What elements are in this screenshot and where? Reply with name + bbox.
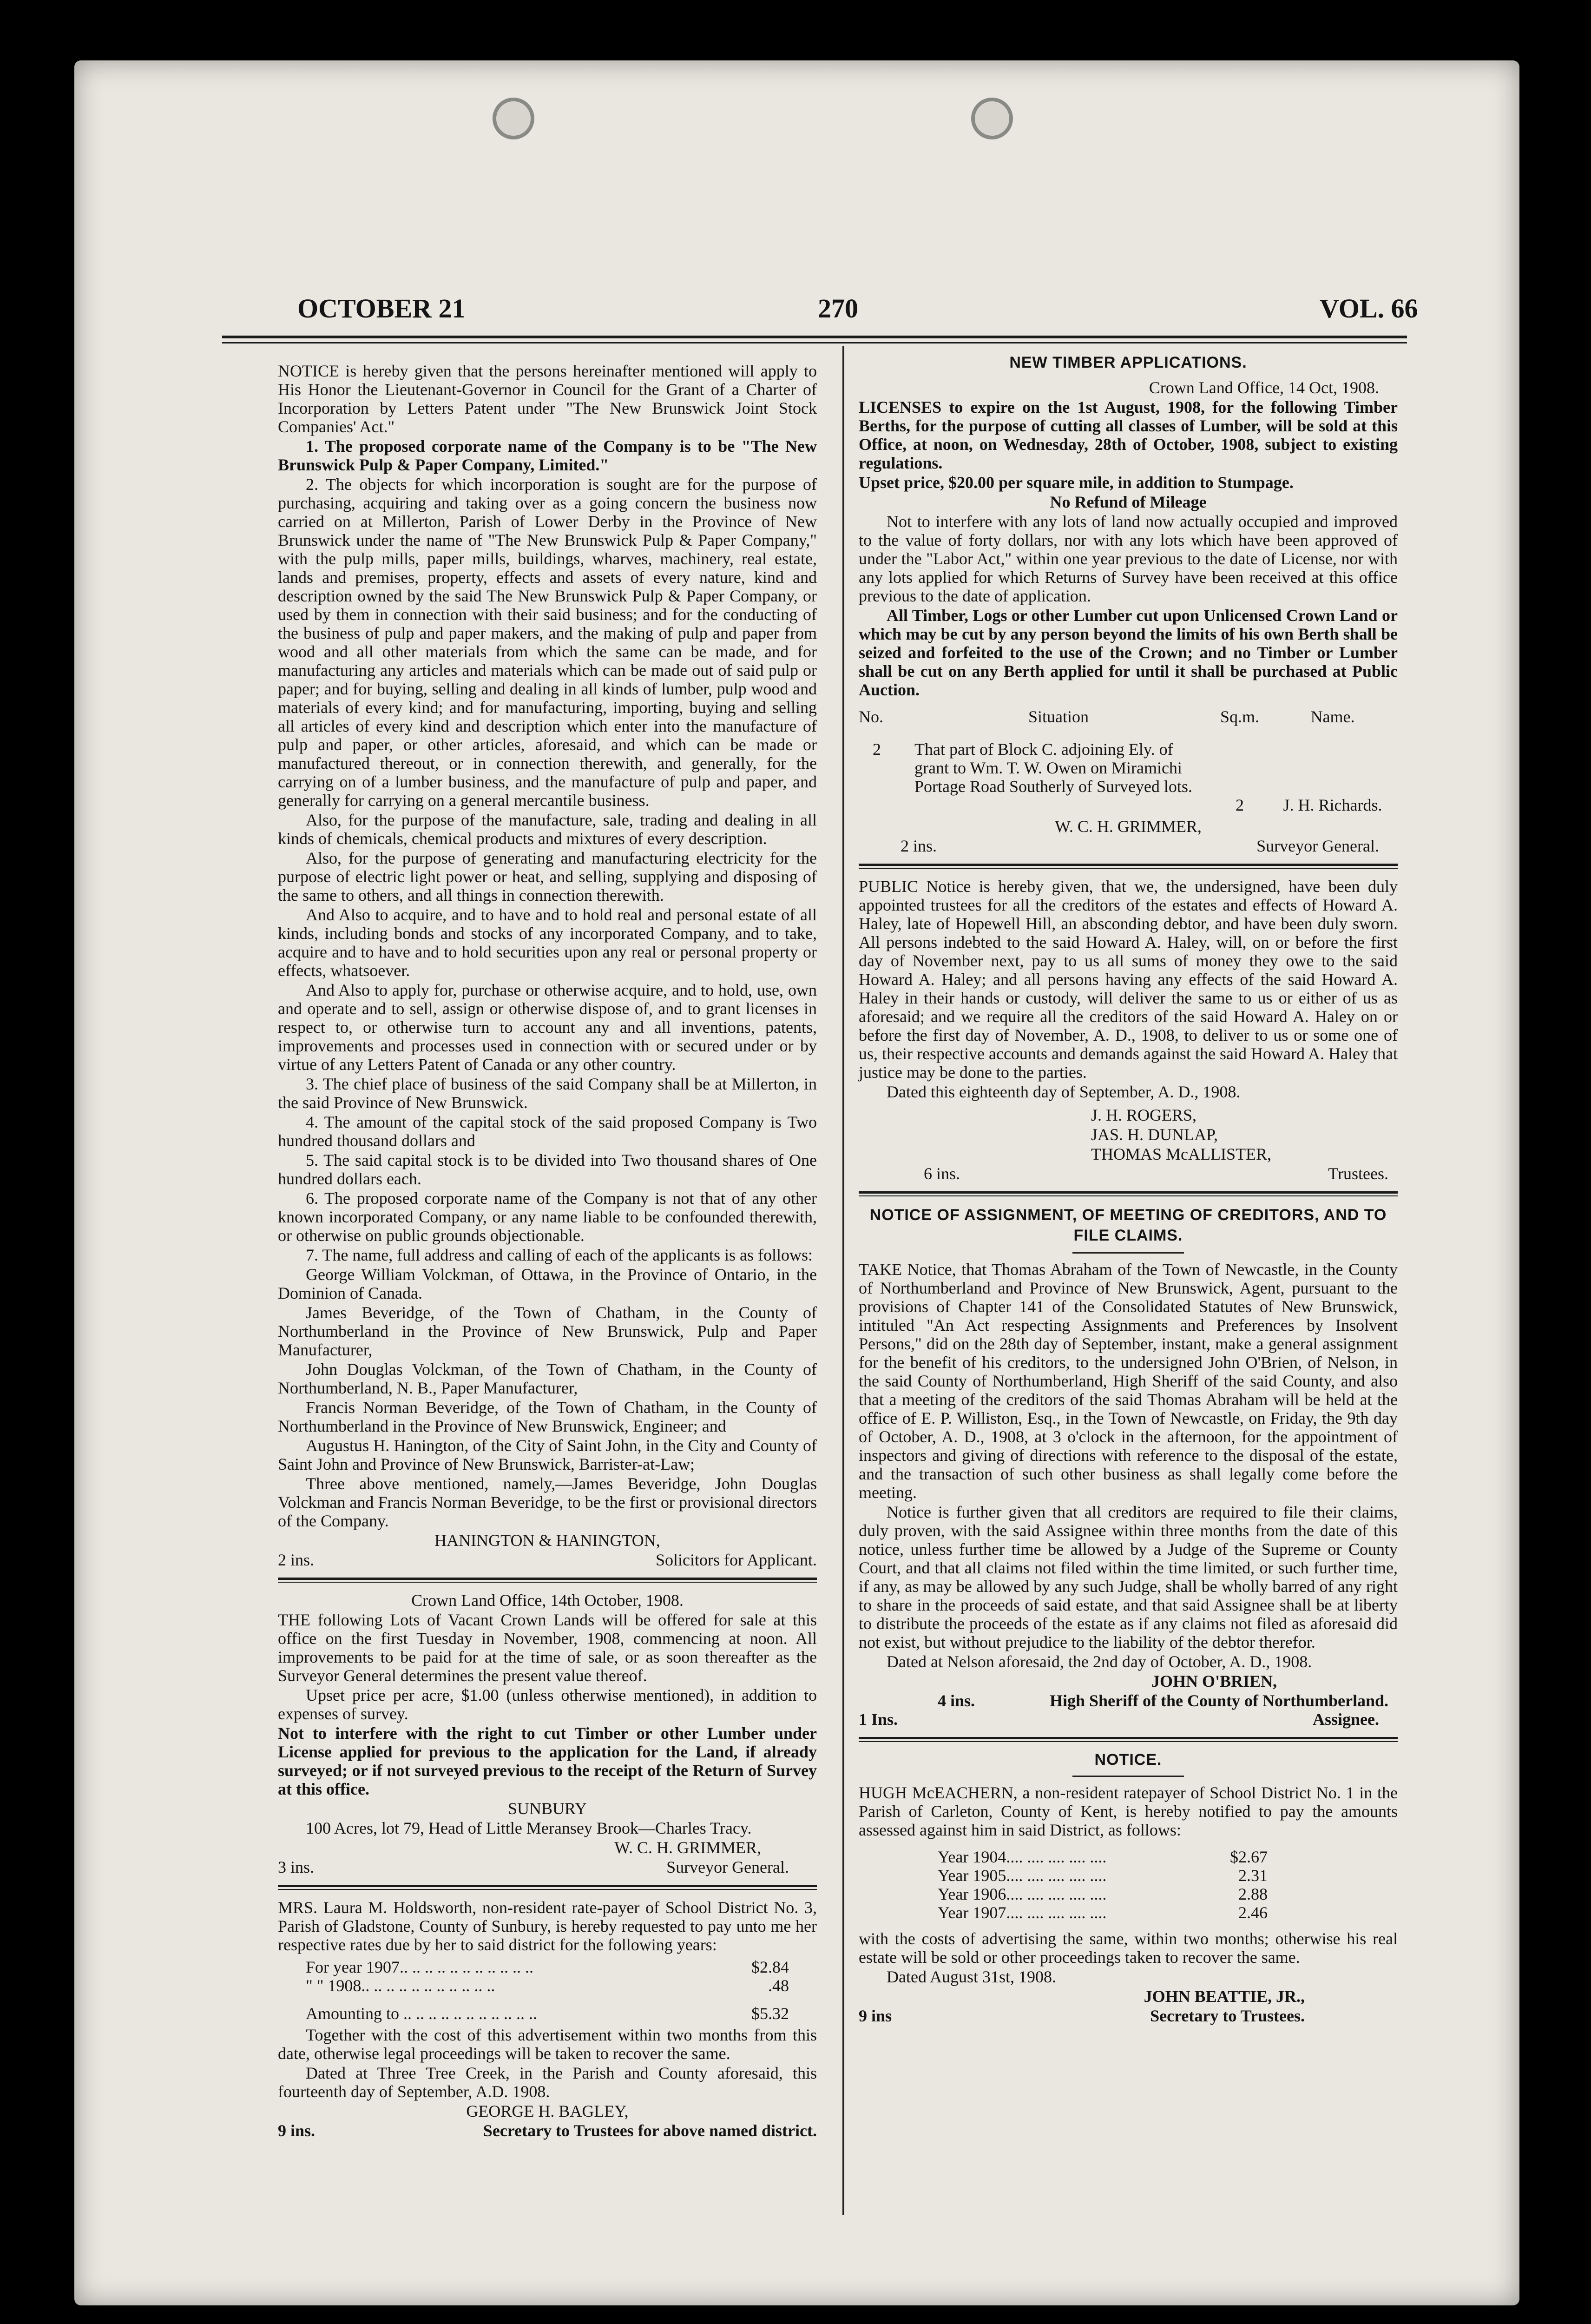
signer-title: Assignee.: [1313, 1710, 1379, 1729]
insertion-count: 1 Ins.: [859, 1710, 898, 1729]
header-rule: [222, 342, 1407, 343]
section-rule: [278, 1582, 817, 1583]
section-rule: [278, 1578, 817, 1580]
signer: GEORGE H. BAGLEY,: [466, 2102, 629, 2120]
section-heading: NOTICE OF ASSIGNMENT, OF MEETING OF CREDITORS, AND TO FILE CLAIMS.: [869, 1206, 1387, 1244]
insertion-count: 9 ins.: [278, 2121, 316, 2140]
insertion-count: 4 ins.: [938, 1691, 975, 1710]
notice-intro: NOTICE is hereby given that the persons hereinafter mentioned will apply to His Honor the Lieutenant-Governor in Council for the Grant of a Charter of Incorporation by Letters Patent under "The New Brunswick Joint Stock Companies' Act.": [278, 362, 817, 436]
county-heading: SUNBURY: [507, 1799, 587, 1818]
table-row: Year 1907.... .... .... .... .... 2.46: [938, 1903, 1268, 1922]
section-heading: NEW TIMBER APPLICATIONS.: [1009, 354, 1247, 371]
signer: JOHN O'BRIEN,: [1151, 1672, 1277, 1690]
table-row: " " 1908.. .. .. .. .. .. .. .. .. .. .. .48: [306, 1976, 789, 1995]
crown-lands-notice: Crown Land Office, 14th October, 1908. THE following Lots of Vacant Crown Lands will be offered for sale at this office on the first Tuesday in November, 1908, commencing at noon. All improvements to be paid for at the time of sale, or as soon thereafter as the Surveyor General determines the present value thereof. Upset price per acre, $1.00 (unless otherwise mentioned), in addition to expenses of survey. Not to interfere with the right to cut Timber or other Lumber under License applied for previous to the application for the Land, if already surveyed; or if not surveyed previous to the receipt of the Return of Survey at this office. SUNBURY 100 Acres, lot 79, Head of Little Meransey Brook—Charles Tracy. W. C. H. GRIMMER, 3 ins. Surveyor General.: [278, 1591, 817, 1876]
left-column: [278, 362, 817, 2140]
table-row: Year 1905.... .... .... .... .... 2.31: [938, 1866, 1268, 1885]
rates-table: [278, 1955, 817, 2026]
signer-title: High Sheriff of the County of Northumberland.: [1049, 1691, 1388, 1710]
signer-title: Secretary to Trustees for above named district.: [483, 2121, 817, 2140]
signer: W. C. H. GRIMMER,: [1055, 817, 1202, 836]
column-header: Name.: [1310, 707, 1355, 726]
binding-hole: [493, 98, 534, 139]
table-row: Amounting to .. .. .. .. .. .. .. .. .. .. .. $5.32: [306, 2004, 789, 2023]
short-rule: [1072, 1776, 1184, 1777]
column-header: Situation: [1028, 707, 1089, 726]
rates-table: [859, 1840, 1398, 1929]
right-column: [859, 353, 1398, 2025]
section-rule: [859, 1195, 1398, 1196]
table-row: Year 1904.... .... .... .... .... $2.67: [938, 1848, 1268, 1866]
column-header: Sq.m.: [1220, 707, 1260, 726]
berths-table: [859, 707, 1398, 814]
table-cell: That part of Block C. adjoining Ely. of grant to Wm. T. W. Owen on Miramichi Portage Road Southerly of Surveyed lots.: [914, 740, 1192, 796]
public-notice: PUBLIC Notice is hereby given, that we, the undersigned, have been duly appointed trustees for all the creditors of the estates and effects of Howard A. Haley, late of Hopewell Hill, an absconding debtor, and have been duly sworn. All persons indebted to the said Howard A. Haley, will, on or before the first day of November next, pay to us all sums of money they owe to the said Howard A. Haley; and all persons having any effects of the said Howard A. Haley in their hands or custody, will deliver the same to us or either of us as aforesaid; and we require all the creditors of the said Howard A. Haley on or before the first day of November, A. D., 1908, to deliver to us or some one of us, their respective accounts and demands against the said Howard A. Haley that justice may be done to the parties. Dated this eighteenth day of September, A. D., 1908. J. H. ROGERS, JAS. H. DUNLAP, THOMAS McALLISTER, 6 ins. Trustees.: [859, 877, 1398, 1183]
section-rule: [859, 864, 1398, 866]
insertion-count: 2 ins.: [901, 837, 937, 855]
signer-title: Surveyor General.: [1256, 837, 1379, 855]
signer-title: Secretary to Trustees.: [1150, 2007, 1305, 2025]
signer: JOHN BEATTIE, JR.,: [1144, 1987, 1305, 2006]
assignment-notice: NOTICE OF ASSIGNMENT, OF MEETING OF CREDITORS, AND TO FILE CLAIMS. TAKE Notice, that Thomas Abraham of the Town of Newcastle, in the County of Northumberland and Province of New Brunswick, Agent, pursuant to the provisions of Chapter 141 of the Consolidated Statutes of New Brunswick, intituled "An Act respecting Assignments and Preferences by Insolvent Persons," did on the 28th day of September, instant, make a general assignment for the benefit of his creditors, to the undersigned John O'Brien, of Nelson, in the said County of Northumberland, High Sheriff of the said County, and also that a meeting of the creditors of the said Thomas Abraham will be held at the office of E. P. Williston, Esq., in the Town of Newcastle, on Friday, the 9th day of October, A. D., 1908, at 3 o'clock in the afternoon, for the appointment of inspectors and giving of directions with reference to the disposal of the estate, and the transaction of such other business as shall legally come before the meeting. Notice is further given that all creditors are required to file their claims, duly proven, with the said Assignee within three months from the date of this notice, unless further time be allowed by a Judge of the Supreme or County Court, and that all claims not filed within the time limited, or such further time, if any, as may be allowed by any such Judge, shall be wholly barred of any right to share in the proceeds of said estate, and that said Assignee shall be at liberty to distribute the proceeds of the estate as if any claims not filed as aforesaid did not exist, but without prejudice to the liability of the debtor therefor. Dated at Nelson aforesaid, the 2nd day of October, A. D., 1908. JOHN O'BRIEN, 4 ins. High Sheriff of the County of Northumberland. 1 Ins. Assignee.: [859, 1205, 1398, 1729]
company-notice: NOTICE is hereby given that the persons hereinafter mentioned will apply to His Honor the Lieutenant-Governor in Council for the Grant of a Charter of Incorporation by Letters Patent under "The New Brunswick Joint Stock Companies' Act." 1. The proposed corporate name of the Company is to be "The New Brunswick Pulp & Paper Company, Limited." 2. The objects for which incorporation is sought are for the purpose of purchasing, acquiring and taking over as a going concern the business now carried on at Millerton, Parish of Lower Derby in the Province of New Brunswick under the name of "The New Brunswick Pulp & Paper Company," with the pulp mills, paper mills, buildings, wharves, machinery, real estate, lands and premises, property, effects and assets of every nature, kind and description owned by the said The New Brunswick Pulp & Paper Company, or used by them in connection with their said business; and for the conducting of the business of pulp and paper makers, and the making of pulp and paper from wood and all other materials from which the same can be made, and for manufacturing any articles and materials which can be made out of said pulp or paper; and for buying, selling and dealing in all kinds of lumber, pulp wood and materials of every kind; and for manufacturing, importing, buying and selling all articles of every kind and description which enter into the manufacture of pulp and paper, or other articles, aforesaid, and which can be made or manufactured thereout, or in connection therewith, and generally, for the carrying on of a lumber business, and the manufacture of pulp and paper, and generally for carrying on a general mercantile business. Also, for the purpose of the manufacture, sale, trading and dealing in all kinds of chemicals, chemical products and mixtures of every description. Also, for the purpose of generating and manufacturing electricity for the purpose of electric light power or heat, and selling, supplying and disposing of the same to others, and all things in connection therewith. And Also to acquire, and to have and to hold real and personal estate of all kinds, including bonds and stocks of any incorporated Company, and to take, acquire and to have and to hold securities upon any real or personal property or effects, whatsoever. And Also to apply for, purchase or otherwise acquire, and to hold, use, own and operate and to sell, assign or otherwise dispose of, and to grant licenses in respect to, or otherwise turn to account any and all inventions, patents, improvements and processes used in connection with or secured under or by virtue of any Letters Patent of Canada or any other country. 3. The chief place of business of the said Company shall be at Millerton, in the said Province of New Brunswick. 4. The amount of the capital stock of the said proposed Company is Two hundred thousand dollars and 5. The said capital stock is to be divided into Two thousand shares of One hundred dollars each. 6. The proposed corporate name of the Company is not that of any other known incorporated Company, or any name liable to be confounded therewith, or otherwise on public grounds objectionable. 7. The name, full address and calling of each of the applicants is as follows: George William Volckman, of Ottawa, in the Province of Ontario, in the Dominion of Canada. James Beveridge, of the Town of Chatham, in the County of Northumberland in the Province of New Brunswick, Pulp and Paper Manufacturer, John Douglas Volckman, of the Town of Chatham, in the County of Northumberland, N. B., Paper Manufacturer, Francis Norman Beveridge, of the Town of Chatham, in the County of Northumberland in the Province of New Brunswick, Engineer; and Augustus H. Hanington, of the City of Saint John, in the City and County of Saint John and Province of New Brunswick, Barrister-at-Law; Three above mentioned, namely,—James Beveridge, John Douglas Volckman and Francis Norman Beveridge, to be the first or provisional directors of the Company. HANINGTON & HANINGTON, 2 ins. Solicitors for Applicant.: [278, 362, 817, 1569]
insertion-count: 9 ins: [859, 2007, 892, 2025]
insertion-count: 3 ins.: [278, 1858, 315, 1876]
insertion-count: 6 ins.: [924, 1164, 960, 1183]
signer: HANINGTON & HANINGTON,: [434, 1531, 660, 1550]
section-heading: NOTICE.: [1094, 1751, 1162, 1769]
issue-date: OCTOBER 21: [297, 293, 466, 324]
section-rule: [278, 1885, 817, 1887]
insertion-count: 2 ins.: [278, 1551, 315, 1569]
table-row: Year 1906.... .... .... .... .... 2.88: [938, 1885, 1268, 1903]
volume-number: VOL. 66: [1320, 293, 1418, 324]
table-row: For year 1907.. .. .. .. .. .. .. .. .. .. .. $2.84: [306, 1958, 789, 1976]
signer-title: Trustees.: [1328, 1164, 1388, 1183]
column-divider: [842, 346, 844, 2215]
section-rule: [859, 1191, 1398, 1194]
signer-title: Surveyor General.: [666, 1858, 789, 1876]
signer: W. C. H. GRIMMER,: [614, 1838, 761, 1857]
table-cell: 2: [873, 740, 881, 759]
header-rule: [222, 336, 1407, 338]
short-rule: [1072, 1252, 1184, 1254]
section-rule: [278, 1889, 817, 1890]
signer-title: Solicitors for Applicant.: [656, 1551, 817, 1569]
section-rule: [859, 1737, 1398, 1739]
section-rule: [859, 868, 1398, 869]
binding-hole: [971, 98, 1013, 139]
signers: J. H. ROGERS, JAS. H. DUNLAP, THOMAS McALLISTER,: [1091, 1106, 1271, 1163]
table-cell: J. H. Richards.: [1283, 796, 1382, 814]
holdsworth-notice: MRS. Laura M. Holdsworth, non-resident rate-payer of School District No. 3, Parish of Gladstone, County of Sunbury, is hereby requested to pay unto me her respective rates due by her to said district for the following years: For year 1907.. .. .. .. .. .. .. .. .. .. .. $2.84 " " 1908.. .. .. .. .. .. .. .. .. .. .. .48 Amounting to .. .. .. .. .. .. .. .. .. .. .. $5.32 Together with the cost of this advertisement within two months from this date, otherwise legal proceedings will be taken to recover the same. Dated at Three Tree Creek, in the Parish and County aforesaid, this fourteenth day of September, A.D. 1908. GEORGE H. BAGLEY, 9 ins. Secretary to Trustees for above named district.: [278, 1898, 817, 2140]
table-cell: 2: [1236, 796, 1244, 814]
section-rule: [859, 1741, 1398, 1742]
mceachern-notice: NOTICE. HUGH McEACHERN, a non-resident ratepayer of School District No. 1 in the Parish of Carleton, County of Kent, is hereby notified to pay the amounts assessed against him in said District, as follows: Year 1904.... .... .... .... .... $2.67 Year 1905.... .... .... .... .... 2.31 Year 1906.... .... .... .... .... 2.88 Year 1907.... .... .... .... .... 2.46 with the costs of advertising the same, within two months; otherwise his real estate will be sold or other proceedings taken to recover the same. Dated August 31st, 1908. JOHN BEATTIE, JR., 9 ins Secretary to Trustees.: [859, 1751, 1398, 2025]
column-header: No.: [859, 707, 883, 726]
timber-notice: NEW TIMBER APPLICATIONS. Crown Land Office, 14 Oct, 1908. LICENSES to expire on the 1st August, 1908, for the following Timber Berths, for the purpose of cutting all classes of Lumber, will be sold at this Office, at noon, on Wednesday, 28th of October, 1908, subject to existing regulations. Upset price, $20.00 per square mile, in addition to Stumpage. No Refund of Mileage Not to interfere with any lots of land now actually occupied and improved to the value of forty dollars, nor with any lots which have been approved of under the "Labor Act," within one year previous to the date of License, nor with any lots applied for which Returns of Survey have been received at this office previous to the date of application. All Timber, Logs or other Lumber cut upon Unlicensed Crown Land or which may be cut by any person beyond the limits of his own Berth shall be seized and forfeited to the use of the Crown; and no Timber or Lumber shall be cut on any Berth applied for until it shall be purchased at Public Auction. No. Situation Sq.m. Name. 2 That part of Block C. adjoining Ely. of grant to Wm. T. W. Owen on Miramichi Portage Road Southerly of Surveyed lots. 2 J. H. Richards. W. C. H. GRIMMER, 2 ins. Surveyor General.: [859, 354, 1398, 855]
page-number: 270: [818, 293, 858, 324]
